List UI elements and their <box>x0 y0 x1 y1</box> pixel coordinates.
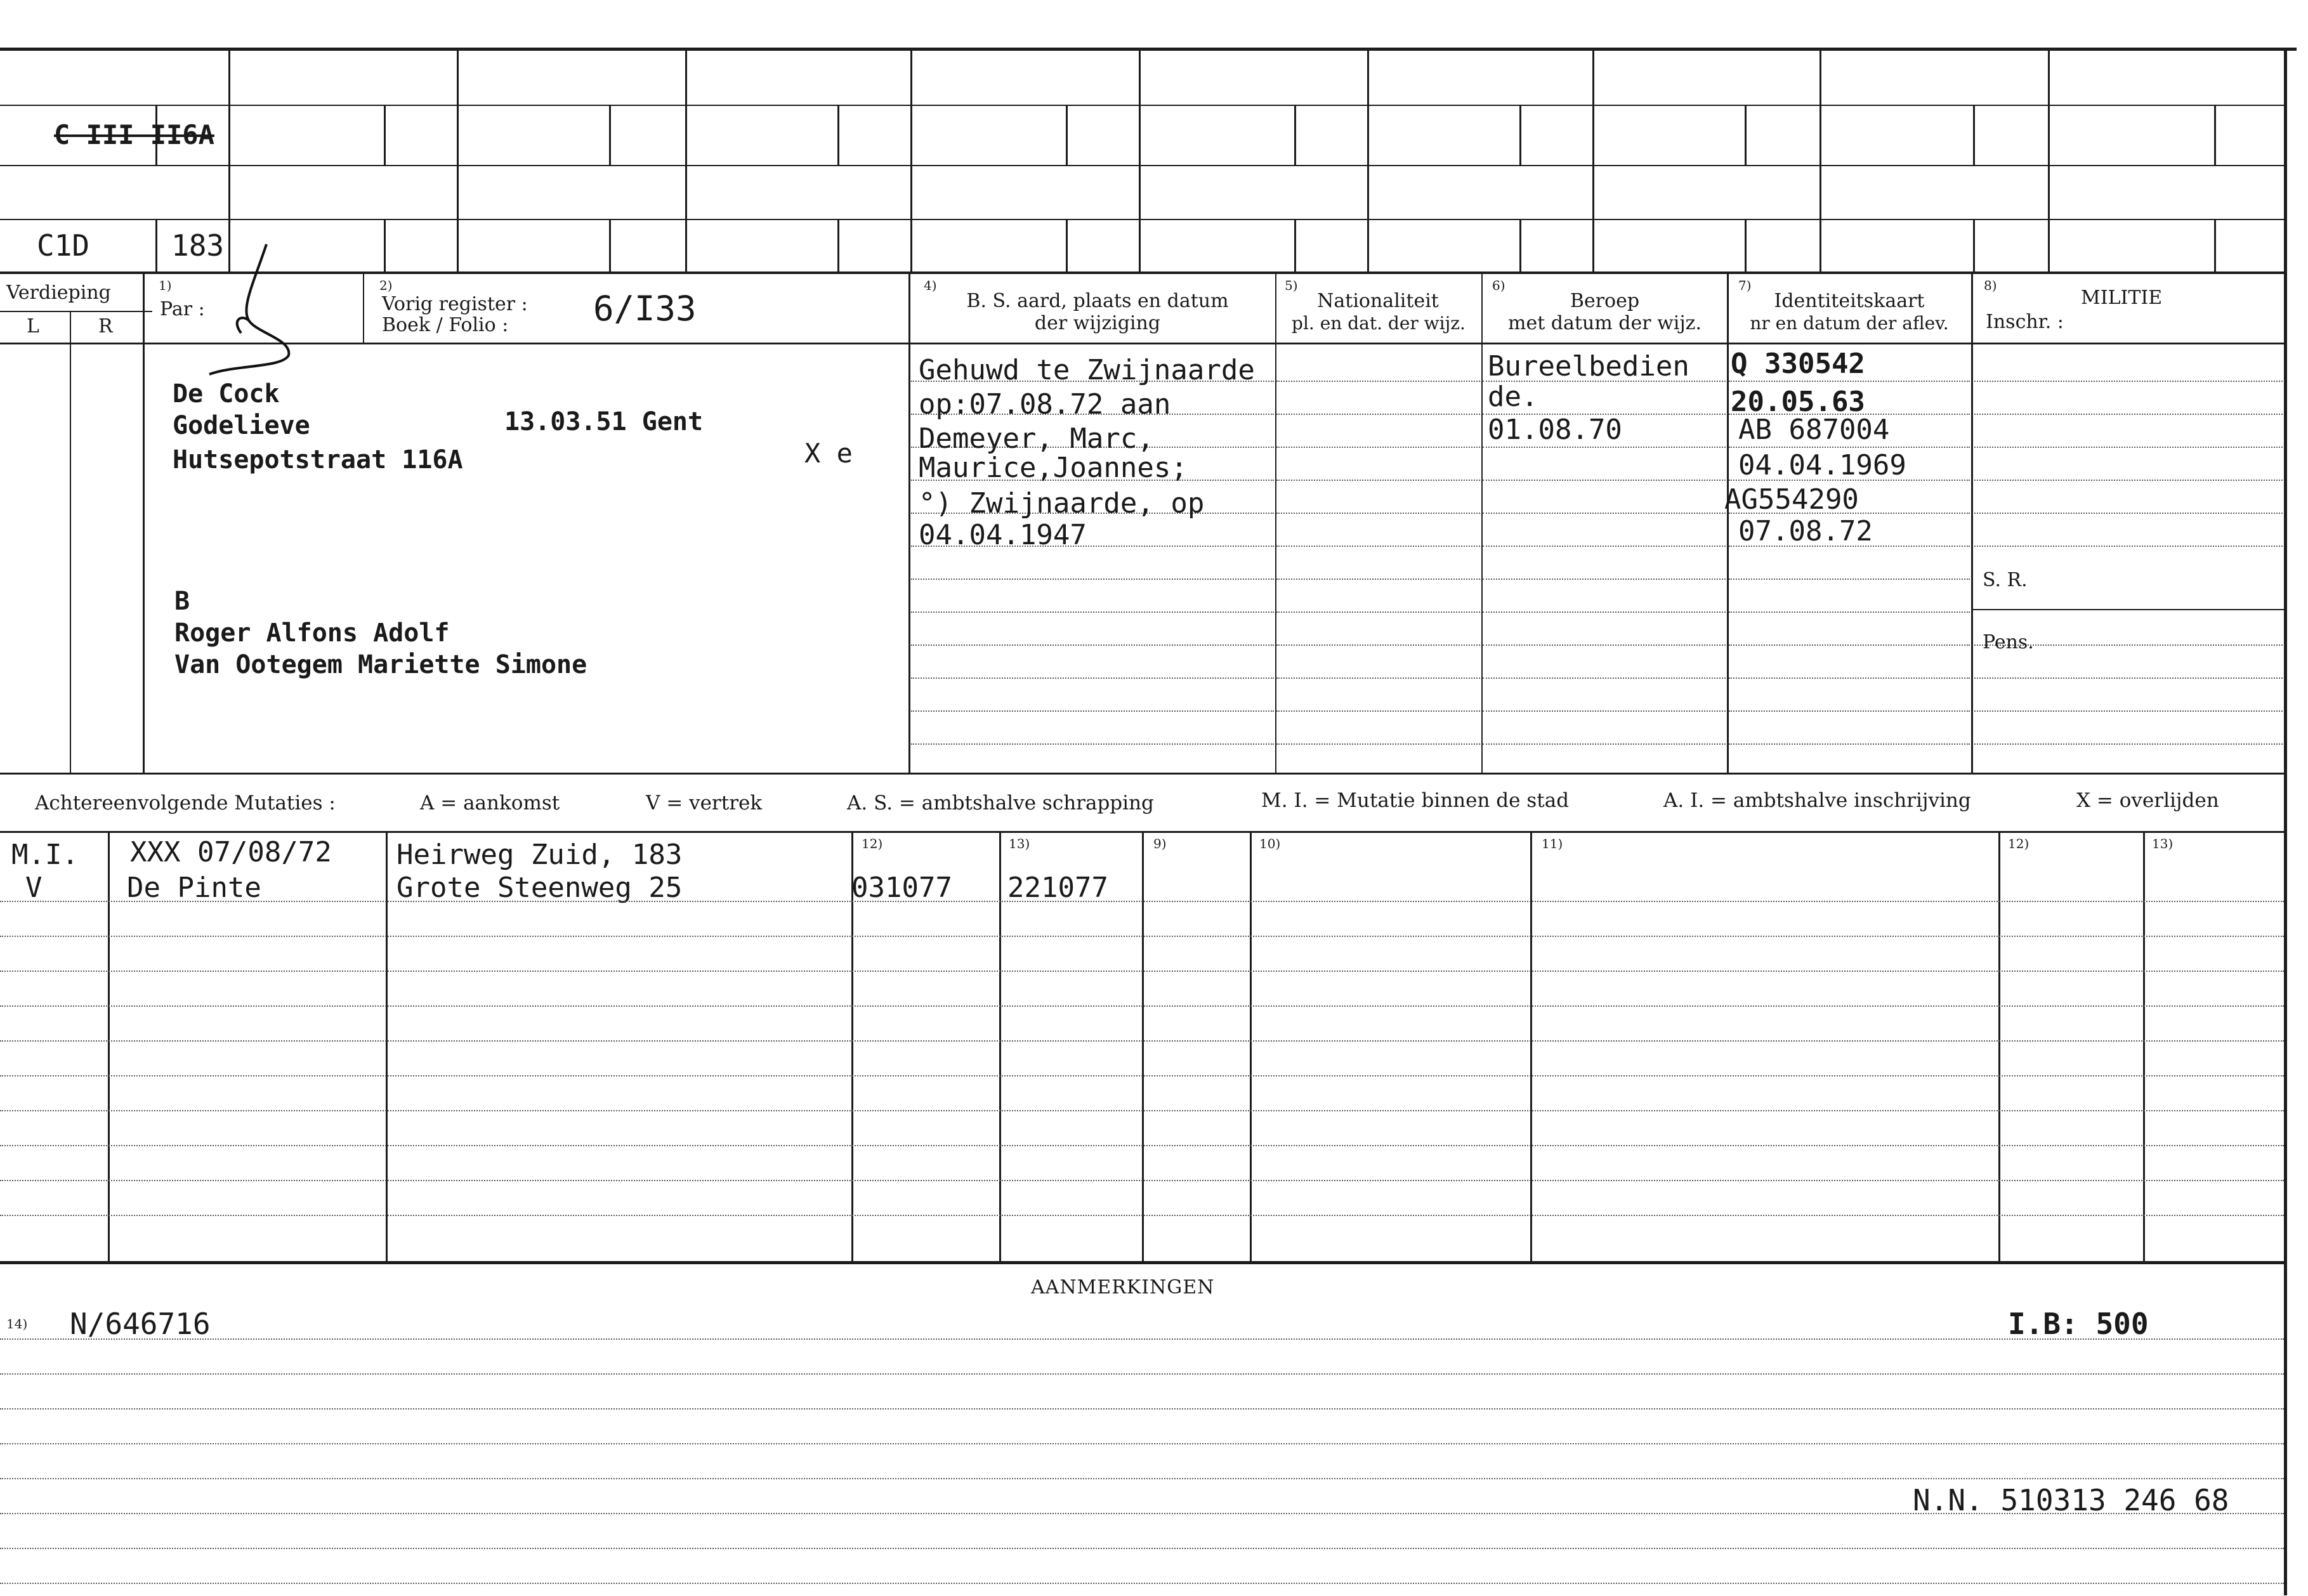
bs-entry: op:07.08.72 aan <box>919 388 1171 421</box>
grid-line <box>0 311 152 312</box>
ruling-line <box>911 677 1274 679</box>
grid-line <box>910 49 912 271</box>
grid-line <box>2143 832 2145 1262</box>
ruling-line <box>0 901 2284 902</box>
bs-entry: °) Zwijnaarde, op <box>919 487 1205 520</box>
col-num: 14) <box>6 1316 28 1331</box>
grid-line <box>1530 832 1532 1262</box>
ruling-line <box>0 1215 2284 1216</box>
vorig-register-label: Vorig register : <box>382 293 528 315</box>
ruling-line <box>1276 579 1480 580</box>
ruling-line <box>1729 644 1970 646</box>
sr-label: S. R. <box>1983 569 2028 591</box>
ruling-line <box>1483 480 1726 481</box>
col-num: 6) <box>1492 278 1505 293</box>
col-num: 8) <box>1984 278 1997 293</box>
militie-label: MILITIE <box>2081 287 2163 309</box>
id-entry: Q 330542 <box>1731 348 1865 380</box>
grid-line <box>457 49 459 271</box>
grid-line <box>0 773 2284 775</box>
verdieping-label: Verdieping <box>6 282 111 304</box>
mutation-place: De Pinte <box>127 872 261 904</box>
legend-x: X = overlijden <box>2076 789 2219 812</box>
person-address: Hutsepotstraat 116A <box>173 445 463 474</box>
ruling-line <box>0 1005 2284 1007</box>
grid-line <box>386 832 388 1262</box>
grid-line <box>1250 832 1252 1262</box>
ruling-line <box>1483 513 1726 514</box>
ruling-line <box>1483 447 1726 448</box>
person-name-1: De Cock <box>173 379 280 409</box>
mutation-date-13: 221077 <box>1007 872 1108 904</box>
ruling-line <box>1276 414 1480 415</box>
col-num: 12) <box>862 836 883 851</box>
grid-line <box>155 219 157 273</box>
ruling-line <box>0 971 2284 972</box>
legend-mi: M. I. = Mutatie binnen de stad <box>1261 789 1570 812</box>
col-num: 7) <box>1738 278 1752 293</box>
grid-line <box>70 311 71 774</box>
col-num: 10) <box>1259 836 1281 851</box>
bs-entry: Demeyer, Marc, <box>919 422 1154 455</box>
grid-line <box>108 832 110 1262</box>
grid-line <box>609 219 611 273</box>
beroep-entry: de. <box>1488 381 1538 413</box>
bs-header-1: B. S. aard, plaats en datum <box>966 290 1229 312</box>
grid-line <box>1519 219 1521 273</box>
ruling-line <box>1974 381 2283 382</box>
ruling-line <box>1483 710 1726 712</box>
ruling-line <box>1974 677 2283 679</box>
ruling-line <box>911 644 1274 646</box>
ruling-line <box>0 1583 2284 1584</box>
grid-line <box>908 274 910 774</box>
ruling-line <box>1729 743 1970 745</box>
father-name: Roger Alfons Adolf <box>174 618 450 648</box>
bs-entry: Maurice,Joannes; <box>919 452 1188 484</box>
beroep-header-2: met datum der wijz. <box>1508 312 1701 334</box>
grid-line <box>1973 105 1975 165</box>
legend-ai: A. I. = ambtshalve inschrijving <box>1663 789 1971 812</box>
grid-line <box>609 105 611 165</box>
ruling-line <box>1483 644 1726 646</box>
bs-entry: 04.04.1947 <box>919 519 1087 551</box>
id-entry: 07.08.72 <box>1738 515 1873 547</box>
grid-line <box>363 274 364 343</box>
grid-line <box>2214 105 2216 165</box>
mutation-type: V <box>25 872 43 904</box>
grid-line <box>999 832 1001 1262</box>
ruling-line <box>1276 447 1480 448</box>
ruling-line <box>1276 612 1480 613</box>
ruling-line <box>911 710 1274 712</box>
ruling-line <box>1729 381 1970 382</box>
ruling-line <box>1483 677 1726 679</box>
col-num: 12) <box>2008 836 2029 851</box>
grid-line <box>1592 49 1594 271</box>
grid-line <box>2048 49 2050 271</box>
ruling-line <box>1276 480 1480 481</box>
bs-header-2: der wijziging <box>1034 312 1161 334</box>
grid-line <box>384 219 386 273</box>
ruling-line <box>1974 414 2283 415</box>
l-label: L <box>27 315 39 337</box>
ruling-line <box>0 936 2284 937</box>
nat-header-2: pl. en dat. der wijz. <box>1292 313 1465 334</box>
grid-line <box>1481 274 1483 774</box>
grid-line <box>0 343 2284 344</box>
ruling-line <box>0 1145 2284 1146</box>
ruling-line <box>1729 612 1970 613</box>
ruling-line <box>1974 743 2283 745</box>
ruling-line <box>1974 513 2283 514</box>
mother-name: Van Ootegem Mariette Simone <box>174 650 587 679</box>
mutation-address: Grote Steenweg 25 <box>397 872 683 904</box>
ruling-line <box>0 1513 2284 1514</box>
grid-line <box>1066 219 1068 273</box>
pens-label: Pens. <box>1983 631 2034 653</box>
remarks-ref: N/646716 <box>70 1307 211 1341</box>
col-num: 2) <box>379 278 393 293</box>
ruling-line <box>1483 546 1726 547</box>
ruling-line <box>1276 546 1480 547</box>
ruling-line <box>1483 579 1726 580</box>
col-num: 11) <box>1542 836 1563 851</box>
grid-line <box>1142 832 1144 1262</box>
grid-line <box>685 49 687 271</box>
grid-line <box>1820 49 1821 271</box>
boek-folio-label: Boek / Folio : <box>382 314 509 336</box>
id-entry: AB 687004 <box>1738 414 1890 446</box>
r-label: R <box>98 315 113 337</box>
remarks-nn: N.N. 510313 246 68 <box>1913 1483 2229 1517</box>
grid-line <box>1973 609 2284 610</box>
id-header-1: Identiteitskaart <box>1774 290 1925 312</box>
inschr-label: Inschr. : <box>1986 311 2064 333</box>
col-num: 5) <box>1285 278 1298 293</box>
ruling-line <box>0 1180 2284 1181</box>
par-signature-mark <box>197 238 305 384</box>
col-num: 13) <box>2152 836 2174 851</box>
grid-line <box>837 219 839 273</box>
ruling-line <box>0 1548 2284 1549</box>
col-num: 13) <box>1009 836 1030 851</box>
mutation-place: XXX 07/08/72 <box>130 836 332 868</box>
id-entry: 20.05.63 <box>1731 386 1865 418</box>
ruling-line <box>1729 710 1970 712</box>
struck-code: C III II6A <box>54 119 214 150</box>
beroep-header-1: Beroep <box>1570 290 1640 312</box>
person-birth: 13.03.51 Gent <box>504 407 704 436</box>
sex-mark: X e <box>804 438 853 469</box>
ruling-line <box>1276 677 1480 679</box>
ruling-line <box>1729 677 1970 679</box>
mutation-type: M.I. <box>11 839 79 871</box>
ruling-line <box>1974 447 2283 448</box>
ruling-line <box>911 743 1274 745</box>
ruling-line <box>1276 710 1480 712</box>
id-header-2: nr en datum der aflev. <box>1750 313 1949 334</box>
ruling-line <box>1276 513 1480 514</box>
grid-line <box>1745 219 1747 273</box>
col-num: 1) <box>159 278 172 293</box>
grid-line <box>1971 274 1973 774</box>
ruling-line <box>1276 381 1480 382</box>
grid-line <box>143 274 145 774</box>
ruling-line <box>1729 447 1970 448</box>
ruling-line <box>1974 546 2283 547</box>
grid-line <box>1294 105 1296 165</box>
grid-line <box>1275 274 1276 774</box>
legend-as: A. S. = ambtshalve schrapping <box>847 792 1154 814</box>
ruling-line <box>911 612 1274 613</box>
top-border <box>0 48 2297 51</box>
grid-line <box>2214 219 2216 273</box>
ruling-line <box>1974 480 2283 481</box>
legend-a: A = aankomst <box>420 792 560 814</box>
ruling-line <box>0 1338 2284 1340</box>
ruling-line <box>1276 644 1480 646</box>
person-name-2: Godelieve <box>173 411 310 440</box>
grid-line <box>1745 105 1747 165</box>
par-label: Par : <box>160 298 205 320</box>
grid-line <box>0 271 2284 274</box>
grid-line <box>1367 49 1369 271</box>
grid-line <box>1139 49 1141 271</box>
remarks-ib: I.B: 500 <box>2008 1307 2149 1341</box>
grid-line <box>0 105 2284 106</box>
grid-line <box>1973 219 1975 273</box>
id-entry: 04.04.1969 <box>1738 449 1906 481</box>
mutation-address: Heirweg Zuid, 183 <box>397 839 683 871</box>
legend-title: Achtereenvolgende Mutaties : <box>35 792 336 814</box>
ruling-line <box>0 1373 2284 1375</box>
mutation-date-12: 031077 <box>851 872 952 904</box>
grid-line <box>0 219 2284 220</box>
ruling-line <box>0 1075 2284 1076</box>
grid-line <box>837 105 839 165</box>
vorig-register-value: 6/I33 <box>593 289 697 329</box>
beroep-entry: Bureelbedien <box>1488 350 1689 383</box>
ruling-line <box>0 1478 2284 1479</box>
grid-line <box>384 105 386 165</box>
grid-line <box>1727 274 1729 774</box>
ruling-line <box>1483 612 1726 613</box>
bs-entry: Gehuwd te Zwijnaarde <box>919 354 1255 386</box>
ruling-line <box>911 579 1274 580</box>
ruling-line <box>0 1443 2284 1444</box>
ruling-line <box>1276 743 1480 745</box>
ruling-line <box>1729 579 1970 580</box>
beroep-entry: 01.08.70 <box>1488 414 1622 446</box>
grid-line <box>1998 832 2000 1262</box>
right-border <box>2284 48 2287 1595</box>
grid-line <box>1066 105 1068 165</box>
grid-line <box>1294 219 1296 273</box>
nat-header-1: Nationaliteit <box>1317 290 1439 312</box>
ruling-line <box>1974 710 2283 712</box>
ruling-line <box>1483 743 1726 745</box>
remarks-title: AANMERKINGEN <box>1031 1276 1215 1298</box>
col-num: 9) <box>1153 836 1167 851</box>
code-a: C1D <box>37 228 90 263</box>
id-entry: AG554290 <box>1724 483 1859 516</box>
col-num: 4) <box>924 278 937 293</box>
ruling-line <box>0 1408 2284 1410</box>
grid-line <box>1519 105 1521 165</box>
legend-v: V = vertrek <box>646 792 763 814</box>
ruling-line <box>0 1040 2284 1042</box>
ruling-line <box>0 1110 2284 1111</box>
grid-line <box>0 165 2284 166</box>
b-mark: B <box>174 587 190 616</box>
code-b: 183 <box>171 228 225 263</box>
